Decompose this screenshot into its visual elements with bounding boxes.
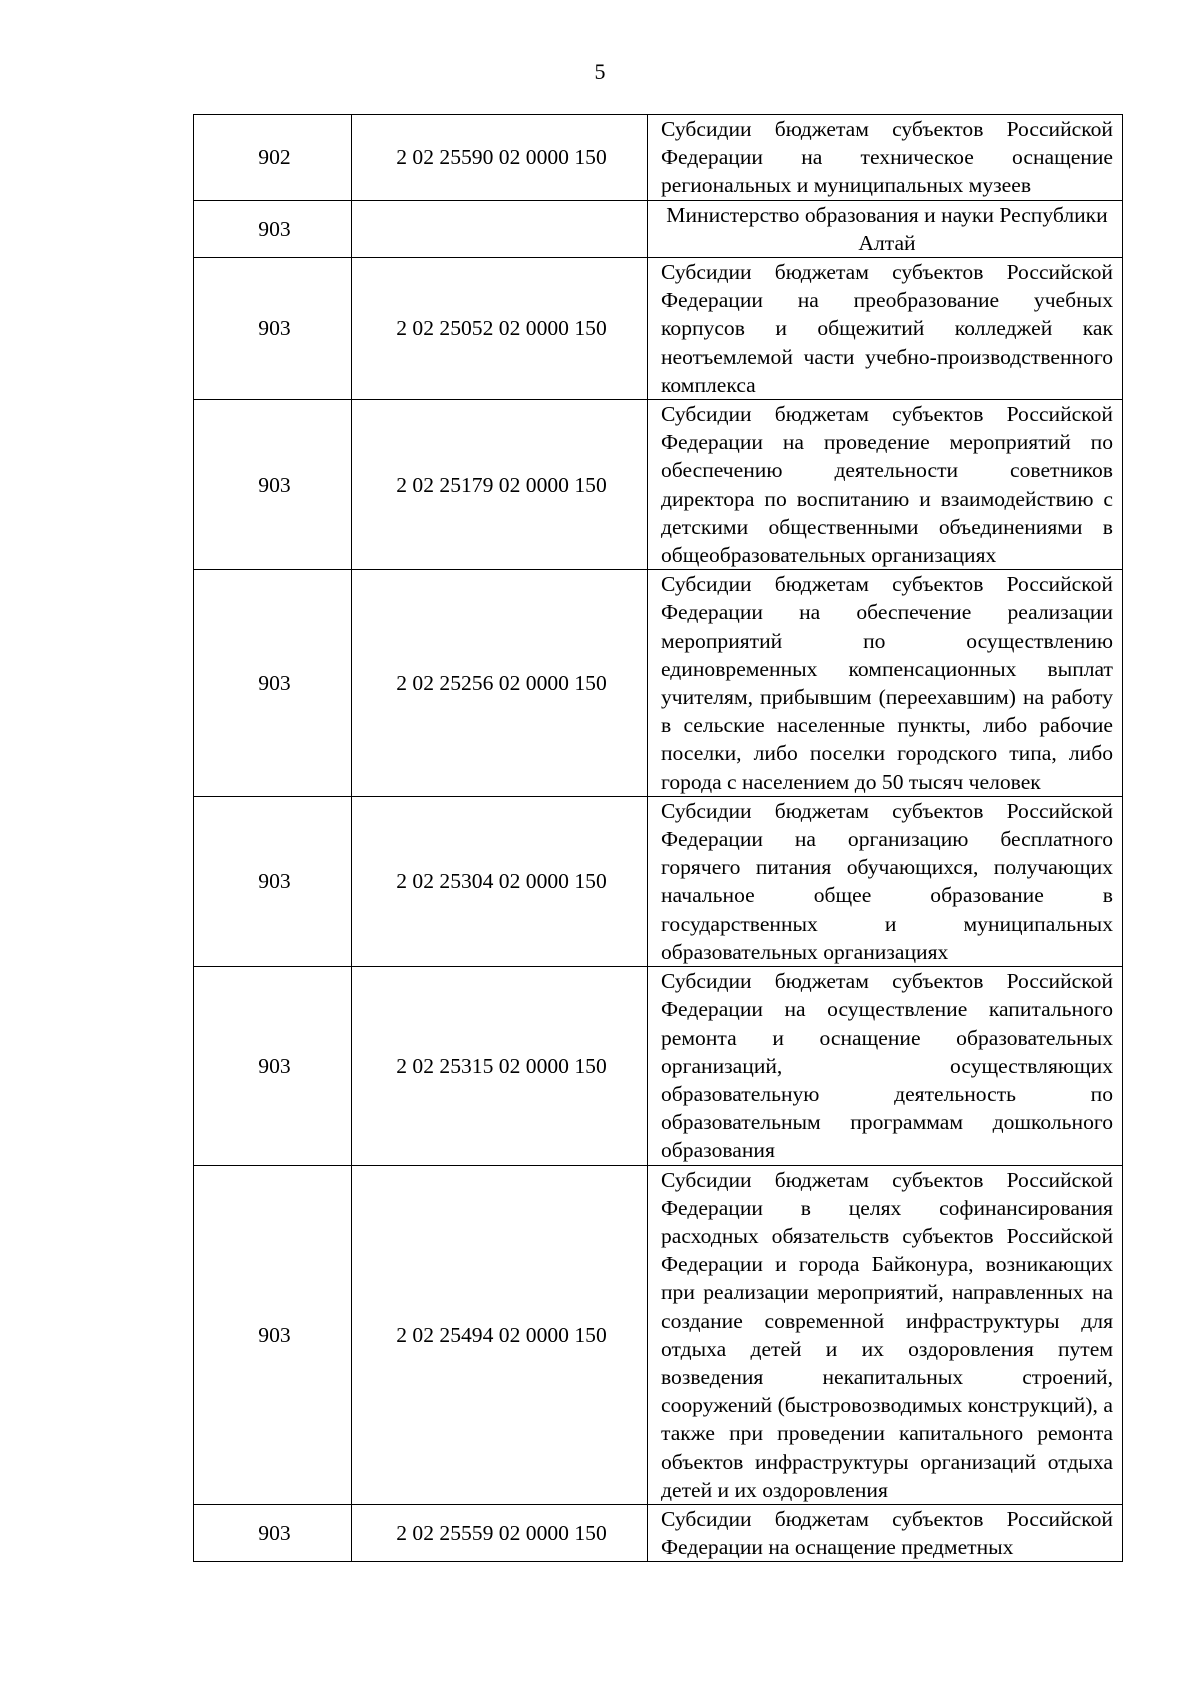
admin-code-cell: 903	[194, 796, 352, 966]
revenue-name-cell-continued	[648, 1504, 1123, 1561]
admin-code-cell: 903	[194, 1165, 352, 1504]
revenue-name-cell: Субсидии бюджетам субъектов Российской Федерации на осуществление капитального ремонта и оснащение образовательных организаций, осуществляющих образовательную деятельность по образовательным программам дошкольного образования	[648, 967, 1123, 1165]
revenue-code-table	[193, 114, 1123, 1562]
table-row	[194, 1165, 1123, 1504]
table-row	[194, 258, 1123, 400]
budget-classification-code-cell: 2 02 25590 02 0000 150	[352, 115, 648, 201]
revenue-name-cell: Субсидии бюджетам субъектов Российской Федерации на проведение мероприятий по обеспечению деятельности советников директора по воспитанию и взаимодействию с детскими общественными объединениями в общеобразовательных организациях	[648, 400, 1123, 570]
admin-code-cell: 903	[194, 258, 352, 400]
table-row	[194, 570, 1123, 797]
revenue-name-cell: Субсидии бюджетам субъектов Российской Федерации на организацию бесплатного горячего питания обучающихся, получающих начальное общее образование в государственных и муниципальных образовательных организациях	[648, 796, 1123, 966]
table-row-section-header	[194, 200, 1123, 257]
table-row	[194, 400, 1123, 570]
budget-classification-code-cell: 2 02 25559 02 0000 150	[352, 1504, 648, 1561]
table-row	[194, 115, 1123, 201]
table-row-continued	[194, 1504, 1123, 1561]
admin-code-cell: 903	[194, 570, 352, 797]
budget-classification-code-cell: 2 02 25179 02 0000 150	[352, 400, 648, 570]
page-number: 5	[594, 59, 606, 84]
budget-classification-code-cell: 2 02 25256 02 0000 150	[352, 570, 648, 797]
budget-classification-code-cell: 2 02 25494 02 0000 150	[352, 1165, 648, 1504]
revenue-name-cell: Субсидии бюджетам субъектов Российской Федерации в целях софинансирования расходных обязательств субъектов Российской Федерации и города Байконура, возникающих при реализации мероприятий, направленных на создание современной инфраструктуры для отдыха детей и их оздоровления путем возведения некапитальных строений, сооружений (быстровозводимых конструкций), а также при проведении капитального ремонта объектов инфраструктуры организаций отдыха детей и их оздоровления	[648, 1165, 1123, 1504]
budget-classification-code-cell: 2 02 25304 02 0000 150	[352, 796, 648, 966]
revenue-name-text: Субсидии бюджетам субъектов Российской Федерации на оснащение предметных	[661, 1506, 1113, 1560]
admin-code-cell: 903	[194, 200, 352, 257]
admin-code-cell: 903	[194, 967, 352, 1165]
revenue-name-cell: Субсидии бюджетам субъектов Российской Федерации на техническое оснащение региональных и муниципальных музеев	[648, 115, 1123, 201]
budget-classification-code-cell: 2 02 25315 02 0000 150	[352, 967, 648, 1165]
budget-classification-code-cell	[352, 200, 648, 257]
budget-classification-code-cell: 2 02 25052 02 0000 150	[352, 258, 648, 400]
revenue-name-cell: Субсидии бюджетам субъектов Российской Федерации на преобразование учебных корпусов и общежитий колледжей как неотъемлемой части учебно-производственного комплекса	[648, 258, 1123, 400]
admin-code-cell: 902	[194, 115, 352, 201]
admin-code-cell: 903	[194, 400, 352, 570]
ministry-name-cell: Министерство образования и науки Республики Алтай	[648, 200, 1123, 257]
table-row	[194, 967, 1123, 1165]
revenue-name-cell: Субсидии бюджетам субъектов Российской Федерации на обеспечение реализации мероприятий по осуществлению единовременных компенсационных выплат учителям, прибывшим (переехавшим) на работу в сельские населенные пункты, либо рабочие поселки, либо поселки городского типа, либо города с населением до 50 тысяч человек	[648, 570, 1123, 797]
table-row	[194, 796, 1123, 966]
admin-code-cell: 903	[194, 1504, 352, 1561]
